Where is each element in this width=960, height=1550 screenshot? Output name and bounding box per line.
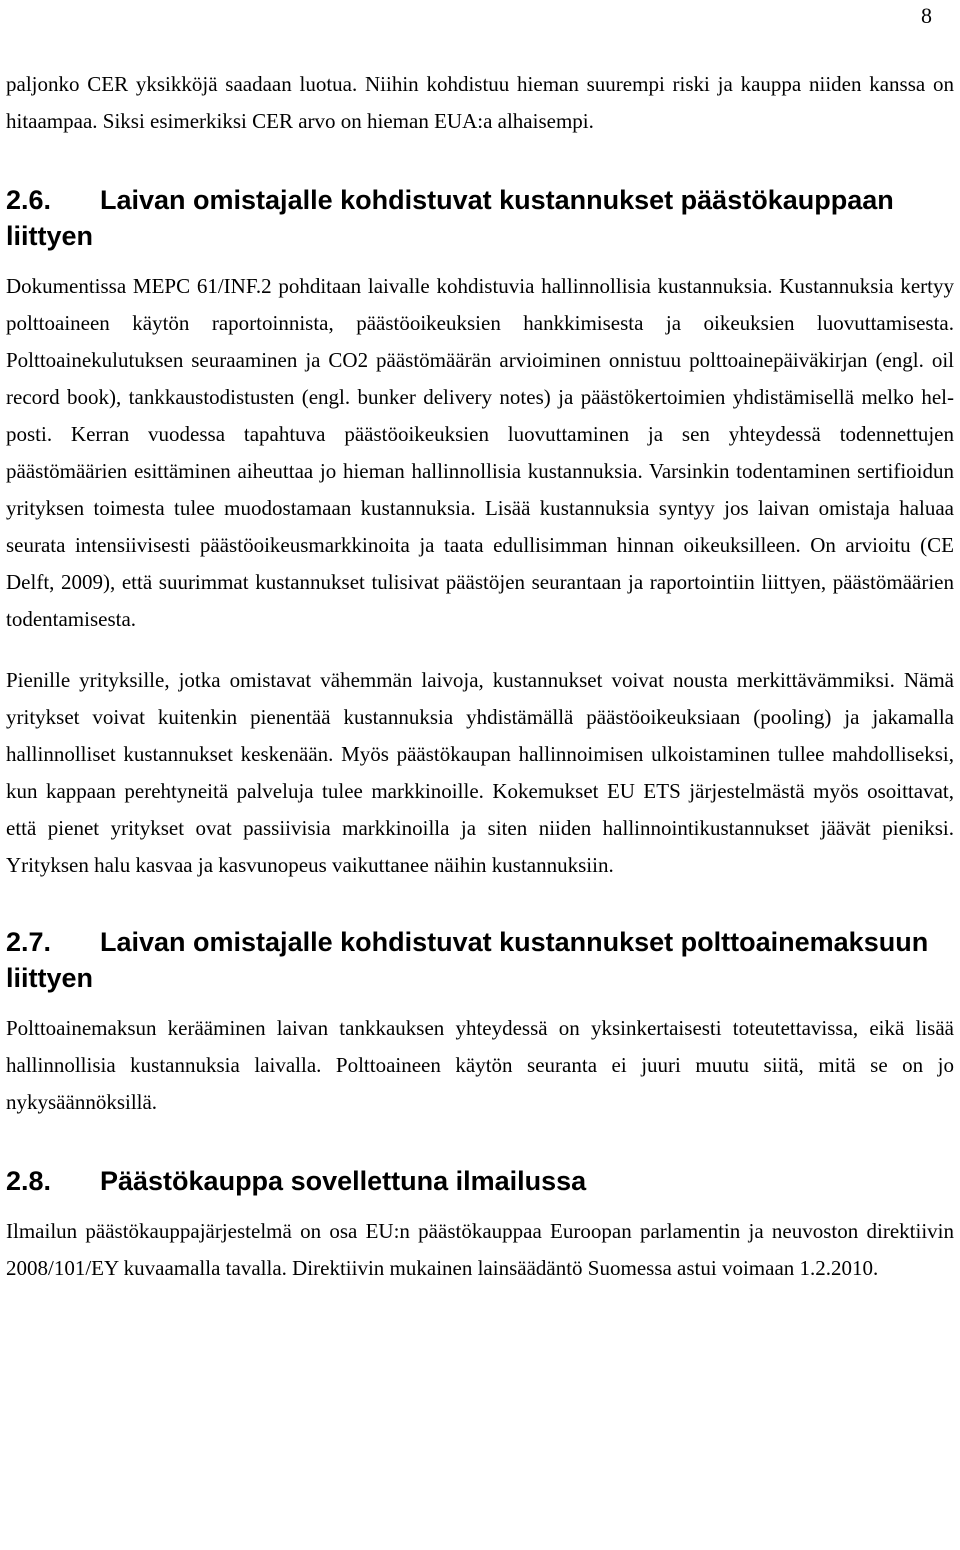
- section-heading-2-6: [6, 182, 954, 254]
- section-2-6-paragraph-1: Dokumentissa MEPC 61/INF.2 pohditaan laivalle kohdistuvia hallinnollisia kustannuksia. Kustannuksia kertyy polttoaineen käytön raportoinnista, päästöoikeuksien hankkimisesta ja oikeuksien luovuttamisesta. Polttoainekulutuksen seuraaminen ja CO2 päästömäärän arvioiminen onnistuu polttoainepäiväkirjan (engl. oil record book), tankkaustodistusten (engl. bunker delivery notes) ja päästökertoimien yhdistämisellä melko helposti. Kerran vuodessa tapahtuva päästöoikeuksien luovuttaminen ja sen yhteydessä todennettujen päästömäärien esittäminen aiheuttaa jo hieman hallinnollisia kustannuksia. Varsinkin todentaminen sertifioidun yrityksen toimesta tulee muodostamaan kustannuksia. Lisää kustannuksia syntyy jos laivan omistaja haluaa seurata intensiivisesti päästöoikeusmarkkinoita ja taata edullisimman hinnan oikeuksilleen. On arvioitu (CE Delft, 2009), että suurimmat kustannukset tulisivat päästöjen seurantaan ja raportointiin liittyen, päästömäärien todentamisesta.: [6, 274, 954, 631]
- section-number: 2.8.: [6, 1166, 52, 1196]
- section-heading-2-8: [6, 1163, 954, 1199]
- intro-paragraph: paljonko CER yksikköjä saadaan luotua. Niihin kohdistuu hieman suurempi riski ja kauppa niiden kanssa on hitaampaa. Siksi esimerkiksi CER arvo on hieman EUA:a alhaisempi.: [6, 72, 954, 133]
- section-title: Päästökauppa sovellettuna ilmailussa: [100, 1166, 587, 1196]
- section-title: Laivan omistajalle kohdistuvat kustannukset päästökauppaan liittyen: [6, 185, 894, 251]
- page-number: 8: [921, 3, 932, 28]
- section-title: Laivan omistajalle kohdistuvat kustannukset polttoainemaksuun liittyen: [6, 927, 929, 993]
- document-body: [6, 66, 954, 1287]
- section-2-6-paragraph-2: Pienille yrityksille, jotka omistavat vähemmän laivoja, kustannukset voivat nousta merkittävämmiksi. Nämä yritykset voivat kuitenkin pienentää kustannuksia yhdistämällä päästöoikeuksiaan (pooling) ja jakamalla hallinnolliset kustannukset keskenään. Myös päästökaupan hallinnoimisen ulkoistaminen tullee mahdolliseksi, kun kappaan perehtyneitä palveluja tulee markkinoille. Kokemukset EU ETS järjestelmästä myös osoittavat, että pienet yritykset ovat passiivisia markkinoilla ja siten niiden hallinnointikustannukset jäävät pieniksi. Yrityksen halu kasvaa ja kasvunopeus vaikuttanee näihin kustannuksiin.: [6, 668, 954, 877]
- section-2-7-paragraph: Polttoainemaksun kerääminen laivan tankkauksen yhteydessä on yksinkertaisesti toteutettavissa, eikä lisää hallinnollisia kustannuksia laivalla. Polttoaineen käytön seuranta ei juuri muutu siitä, mitä se on jo nykysäännöksillä.: [6, 1016, 954, 1114]
- section-number: 2.7.: [6, 927, 52, 957]
- section-2-8-paragraph: Ilmailun päästökauppajärjestelmä on osa EU:n päästökauppaa Euroopan parlamentin ja neuvoston direktiivin 2008/101/EY kuvaamalla tavalla. Direktiivin mukainen lainsäädäntö Suomessa astui voimaan 1.2.2010.: [6, 1219, 954, 1280]
- section-number: 2.6.: [6, 185, 52, 215]
- section-heading-2-7: [6, 924, 954, 996]
